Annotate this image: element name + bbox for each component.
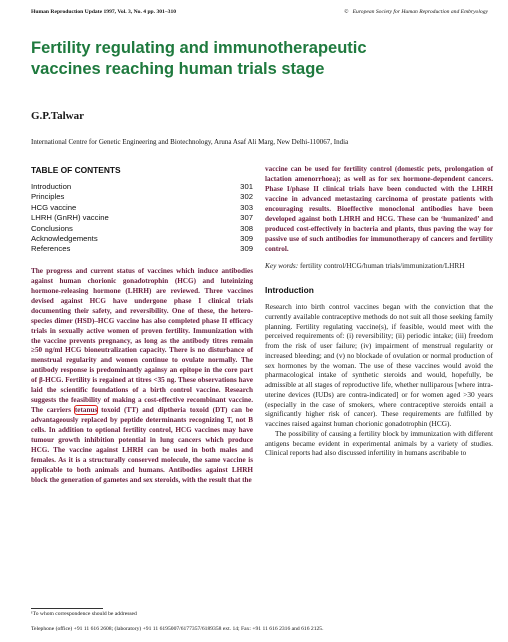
right-column — [265, 165, 493, 458]
toc-item-page: 302 — [240, 192, 253, 202]
article-title — [31, 38, 491, 80]
toc-heading: TABLE OF CONTENTS — [31, 165, 121, 175]
toc-item-label: Principles — [31, 192, 65, 202]
toc-item[interactable] — [31, 244, 253, 254]
toc-item-label: HCG vaccine — [31, 202, 77, 212]
copyright-symbol: © — [344, 9, 349, 15]
author-name: G.P.Talwar — [31, 110, 84, 122]
toc-item-label: Acknowledgements — [31, 234, 98, 244]
intro-paragraph-1: Research into birth control vaccines began with the conviction that the currently available contraceptive methods do not suit all those seeking family planning. Fertility regulating vaccine(s), if feasible, would meet with the perceived requirements of: (i) reversibility; (ii) periodic intake; (iii) freedom from the risk of user failure; (iv) impairment of menstrual regularity or increased bleeding; and (v) no blockade of ovulation or normal production of sex hormones by the woman. The use of these vaccines would avoid the pharmacological intake of synthetic steroids and would, hopefully, be admissible at all stages of reproductive life, whether nulliparous [where intra-uterine devices (IUDs) are contra-indicated] or for women aged >30 years (especially in the case of smokers, where contraceptive steroids entail a significantly higher risk of cancer). These requirements are fulfilled by vaccines raised against human chorionic gonadotrophin (HCG). — [265, 302, 493, 429]
toc-item-label: References — [31, 244, 71, 254]
toc-item-label: Introduction — [31, 182, 72, 191]
running-header — [31, 6, 488, 18]
author-affiliation: International Centre for Genetic Engineering and Biotechnology, Aruna Asaf Ali Marg, New Delhi-110067, India — [31, 138, 349, 146]
toc-item[interactable] — [31, 203, 253, 213]
table-of-contents — [31, 165, 253, 255]
toc-item[interactable] — [31, 224, 253, 234]
abstract-continued: vaccine can be used for fertility control (domestic pets, prolongation of lactation amenorrhoea); as well as for sex hormone-dependent cancers. Phase I/phase II clinical trials have been conducted with the LHRH vaccine in advanced metastazing carcinoma of prostate patients with encouraging results. Bioeffective monoclonal antibodies have been developed against both LHRH and HCG. These can be ‘humanized’ and produced cost-effectively in bacteria and plants, thus paving the way for passive use of such antibodies for immunotherapy of cancers and fertility control. — [265, 165, 493, 253]
toc-item[interactable] — [31, 213, 253, 223]
abstract-text — [31, 267, 253, 486]
left-column — [31, 165, 253, 486]
keywords-list: fertility control/HCG/human trials/immunization/LHRH — [298, 260, 465, 270]
toc-item-page: 307 — [240, 213, 253, 223]
toc-item-page: 309 — [240, 244, 253, 254]
toc-item-label: LHRH (GnRH) vaccine — [31, 213, 109, 223]
toc-item[interactable] — [31, 234, 253, 244]
publisher-credit — [344, 6, 488, 18]
toc-item-page: 301 — [240, 182, 253, 191]
journal-citation: Human Reproduction Update 1997, Vol. 3, No. 4 pp. 301–310 — [31, 9, 177, 15]
toc-item[interactable] — [31, 182, 253, 192]
title-line-1: Fertility regulating and immunotherapeutic — [31, 39, 367, 57]
intro-paragraph-2: The possibility of causing a fertility block by immunization with different antigens became evident in experimental animals by a variety of studies. Clinical reports had also discussed infertility in humans ascribable to — [265, 428, 493, 458]
keywords — [265, 261, 493, 271]
title-line-2: vaccines reaching human trials stage — [31, 60, 325, 78]
toc-item-page: 308 — [240, 223, 253, 233]
footnote-divider — [31, 608, 103, 609]
keywords-label: Key words: — [265, 260, 299, 270]
toc-item-label: Conclusions — [31, 223, 73, 233]
toc-item-page: 303 — [240, 202, 253, 212]
highlighted-word-box: tetanus — [74, 406, 98, 415]
publisher-name: European Society for Human Reproduction and Embryology — [352, 9, 488, 15]
toc-item[interactable] — [31, 192, 253, 202]
toc-item-page: 309 — [240, 234, 253, 244]
abstract-part-2: toxoid (TT) and diptheria toxoid (DT) can be advantageously replaced by peptide determinants recognizing T, not B cells. In addition to optional fertility control, HCG vaccines may have tumour growth inhibition potential in lung cancers which produce HCG. The vaccine against LHRH can be used in both males and females. As it is a structurally conserved molecule, the same vaccine is applicable to both animals and humans. Antibodies against LHRH block the generation of gametes and sex steroids, with the result that the — [31, 406, 253, 484]
abstract-part-1: The progress and current status of vaccines which induce antibodies against human chorionic gonadotrophin (HCG) and luteinizing hormone-releasing hormone (LHRH) are reviewed. Three vaccines devised against HCG have undergone phase I clinical trials documenting their safety, and reversibility. One of these, the hetero-species dimer (HSD)–HCG vaccine has also completed phase II efficacy trials in sexually active women of proven fertility. Immunization with the vaccine prevents pregnancy, as long as the antibody titres remain ≥50 ng/ml HCG bioneutralization capacity. There is no disturbance of menstrual regularity and women continue to ovulate normally. The antibody response is predominantly againsy an epitope in the core part of β-HCG. Fertility is regained at titres <35 ng. These observations have laid the scientific foundations of a birth control vaccine. Research suggests the feasibility of making a cost-effective recombinant vaccine. The carriers — [31, 266, 253, 415]
contact-footnote: Telephone (office) +91 11 616 2608; (laboratory) +91 11 6195007/6177357/6189358 ext. 14; Fax: +91 11 616 2316 and 616 2125. — [31, 626, 324, 632]
correspondence-footnote: ¹To whom correspondence should be addressed — [31, 611, 137, 617]
section-heading-introduction: Introduction — [265, 285, 314, 296]
